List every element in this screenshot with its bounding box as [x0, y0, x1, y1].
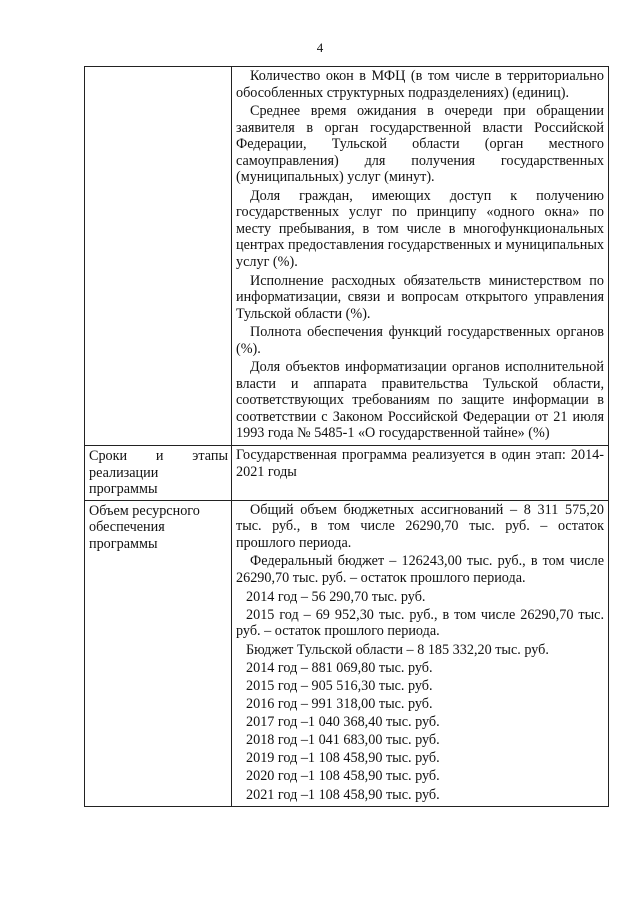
indicator-item: Полнота обеспечения функций государственных органов (%). — [236, 324, 604, 357]
terms-label-line1: Сроки и этапы — [89, 448, 228, 465]
funding-federal: Федеральный бюджет – 126243,00 тыс. руб., в том числе 26290,70 тыс. руб. – остаток прошлого периода. — [236, 553, 604, 586]
funding-regional-year: 2015 год – 905 516,30 тыс. руб. — [246, 677, 433, 694]
indicator-item: Среднее время ожидания в очереди при обращении заявителя в орган государственной власти Российской Федерации, Тульской области (орган местного самоуправления) для получения государственных (муниципальных) услуг (минут). — [236, 103, 604, 186]
funding-regional-year: 2019 год –1 108 458,90 тыс. руб. — [246, 750, 440, 767]
program-passport-table — [84, 66, 609, 807]
funding-total: Общий объем бюджетных ассигнований – 8 311 575,20 тыс. руб., в том числе 26290,70 тыс. руб. – остаток прошлого периода. — [236, 501, 604, 551]
funding-federal-2014: 2014 год – 56 290,70 тыс. руб. — [246, 588, 426, 605]
table-row-funding — [85, 500, 609, 806]
indicator-item: Доля объектов информатизации органов исполнительной власти и аппарата правительства Тульской области, соответствующих требованиям по защите информации в соответствии с Законом Российской Федерации от 21 июля 1993 года № 5485-1 «О государственной тайне» (%) — [236, 359, 604, 442]
indicator-item: Доля граждан, имеющих доступ к получению государственных услуг по принципу «одного окна» по месту пребывания, в том числе в многофункциональных центрах предоставления государственных и муниципальных услуг (%). — [236, 187, 604, 270]
terms-label-line2: реализации программы — [89, 464, 159, 498]
funding-regional: Бюджет Тульской области – 8 185 332,20 тыс. руб. — [246, 641, 549, 658]
funding-federal-2015: 2015 год – 69 952,30 тыс. руб., в том числе 26290,70 тыс. руб. – остаток прошлого периода. — [236, 606, 604, 640]
indicator-item: Количество окон в МФЦ (в том числе в территориально обособленных структурных подразделениях) (единиц). — [236, 68, 604, 101]
funding-regional-year: 2018 год –1 041 683,00 тыс. руб. — [246, 732, 440, 749]
funding-regional-year: 2014 год – 881 069,80 тыс. руб. — [246, 659, 433, 676]
terms-label-cell — [85, 446, 232, 501]
indicator-item: Исполнение расходных обязательств министерством по информатизации, связи и вопросам открытого управления Тульской области (%). — [236, 272, 604, 322]
funding-regional-year: 2017 год –1 040 368,40 тыс. руб. — [246, 714, 440, 731]
indicators-label-cell — [85, 67, 232, 446]
indicators-cell — [232, 67, 609, 446]
terms-text: Государственная программа реализуется в один этап: 2014-2021 годы — [236, 447, 604, 480]
funding-cell — [232, 500, 609, 806]
table-row-terms — [85, 446, 609, 501]
funding-label-cell — [85, 500, 232, 806]
funding-regional-year: 2020 год –1 108 458,90 тыс. руб. — [246, 768, 440, 785]
funding-regional-year: 2016 год – 991 318,00 тыс. руб. — [246, 696, 433, 713]
page-number: 4 — [316, 40, 324, 55]
funding-regional-year: 2021 год –1 108 458,90 тыс. руб. — [246, 786, 440, 803]
terms-cell — [232, 446, 609, 501]
table-row-indicators — [85, 67, 609, 446]
funding-label: Объем ресурсного обеспечения программы — [89, 502, 200, 552]
